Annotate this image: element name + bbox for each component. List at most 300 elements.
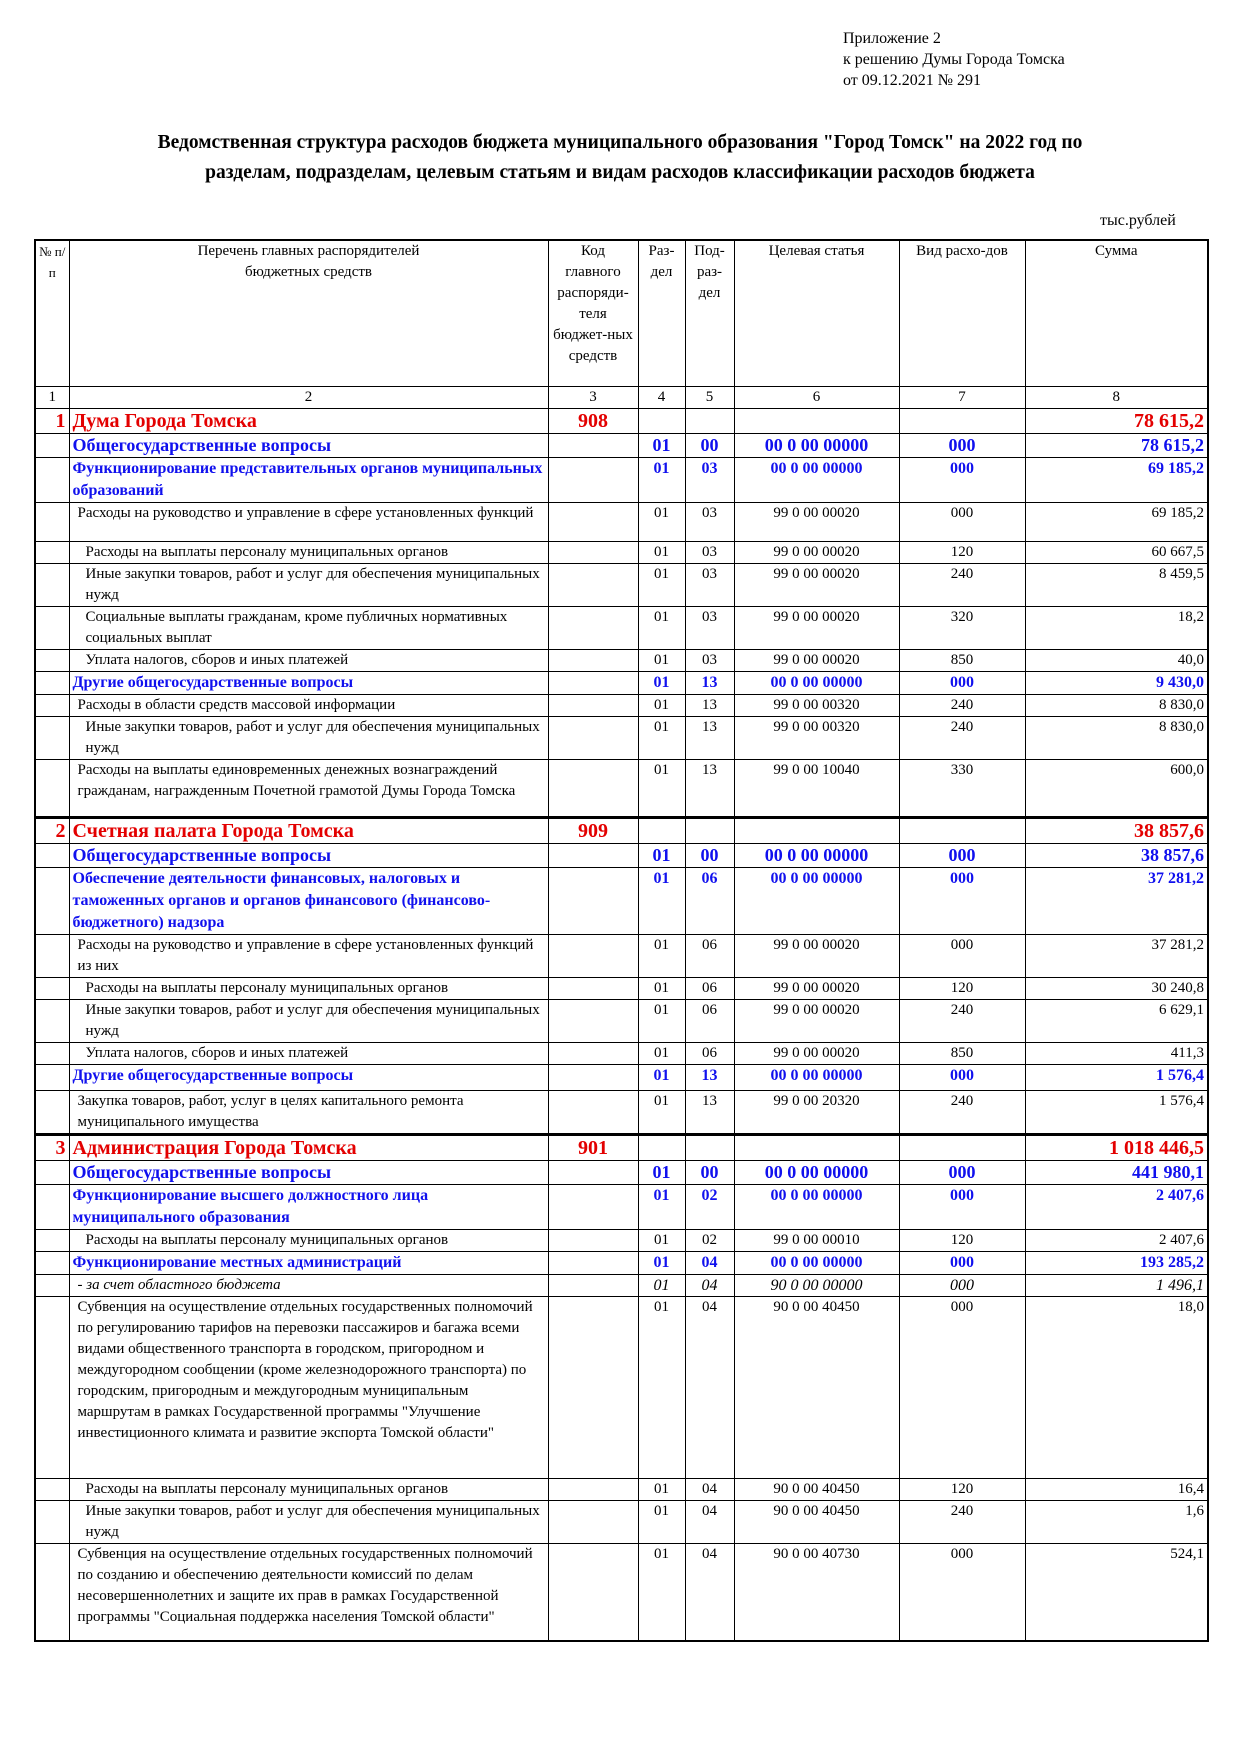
row-podrazdel: 06	[685, 868, 734, 935]
row-number	[35, 503, 69, 542]
row-name: Функционирование высшего должностного лица муниципального образования	[69, 1185, 548, 1230]
expense-subitem-row	[35, 1043, 1208, 1065]
row-razdel: 01	[638, 607, 685, 650]
row-amount: 9 430,0	[1025, 672, 1208, 695]
row-target-article: 99 0 00 00020	[734, 935, 899, 978]
row-amount: 1,6	[1025, 1501, 1208, 1544]
row-name: Уплата налогов, сборов и иных платежей	[69, 1043, 548, 1065]
row-expense-type: 240	[899, 717, 1025, 760]
row-amount: 6 629,1	[1025, 1000, 1208, 1043]
row-target-article: 99 0 00 00020	[734, 1000, 899, 1043]
expense-item-row	[35, 935, 1208, 978]
row-number	[35, 458, 69, 503]
row-target-article: 00 0 00 00000	[734, 1185, 899, 1230]
row-podrazdel: 02	[685, 1185, 734, 1230]
expense-subitem-row	[35, 607, 1208, 650]
row-expense-type: 850	[899, 650, 1025, 672]
row-target-article: 00 0 00 00000	[734, 434, 899, 458]
row-expense-type: 000	[899, 1544, 1025, 1641]
row-target-article: 90 0 00 40450	[734, 1297, 899, 1479]
row-administrator-code	[548, 1091, 638, 1135]
row-administrator-code	[548, 1185, 638, 1230]
row-podrazdel: 02	[685, 1230, 734, 1252]
row-target-article: 00 0 00 00000	[734, 1161, 899, 1185]
row-razdel: 01	[638, 868, 685, 935]
row-administrator-code	[548, 542, 638, 564]
row-amount: 1 576,4	[1025, 1091, 1208, 1135]
expense-item-row	[35, 503, 1208, 542]
row-target-article: 00 0 00 00000	[734, 844, 899, 868]
row-podrazdel: 13	[685, 760, 734, 818]
document-title-line-1: Ведомственная структура расходов бюджета муниципального образования "Город Томск" на 2022 год по	[157, 132, 1083, 153]
expense-subitem-row	[35, 978, 1208, 1000]
budget-table-body	[35, 240, 1208, 1641]
row-razdel	[638, 409, 685, 434]
row-number	[35, 1000, 69, 1043]
row-podrazdel: 03	[685, 458, 734, 503]
section-row	[35, 434, 1208, 458]
row-amount: 40,0	[1025, 650, 1208, 672]
row-podrazdel: 13	[685, 695, 734, 717]
row-administrator-code	[548, 844, 638, 868]
department-row	[35, 818, 1208, 844]
row-name: Расходы на руководство и управление в сфере установленных функций из них	[69, 935, 548, 978]
row-expense-type: 120	[899, 542, 1025, 564]
expense-item-row	[35, 1297, 1208, 1479]
row-amount: 18,0	[1025, 1297, 1208, 1479]
column-number: 4	[638, 387, 685, 409]
row-amount: 524,1	[1025, 1544, 1208, 1641]
row-name: Иные закупки товаров, работ и услуг для обеспечения муниципальных нужд	[69, 1000, 548, 1043]
expense-subitem-row	[35, 1000, 1208, 1043]
row-target-article: 00 0 00 00000	[734, 672, 899, 695]
row-administrator-code	[548, 1479, 638, 1501]
row-number	[35, 434, 69, 458]
row-podrazdel: 04	[685, 1275, 734, 1297]
row-number	[35, 607, 69, 650]
row-target-article: 90 0 00 40450	[734, 1479, 899, 1501]
row-name: Другие общегосударственные вопросы	[69, 1065, 548, 1091]
expense-item-row	[35, 1544, 1208, 1641]
row-number	[35, 672, 69, 695]
row-razdel: 01	[638, 717, 685, 760]
department-row	[35, 409, 1208, 434]
row-administrator-code	[548, 1275, 638, 1297]
row-razdel	[638, 1135, 685, 1161]
row-podrazdel: 13	[685, 1065, 734, 1091]
expense-item-row	[35, 1091, 1208, 1135]
row-podrazdel: 13	[685, 717, 734, 760]
subsection-row	[35, 868, 1208, 935]
row-name: Расходы на выплаты персоналу муниципальных органов	[69, 1230, 548, 1252]
row-podrazdel: 03	[685, 542, 734, 564]
row-target-article: 99 0 00 00020	[734, 1043, 899, 1065]
row-number	[35, 1161, 69, 1185]
row-amount: 8 830,0	[1025, 695, 1208, 717]
row-number	[35, 1501, 69, 1544]
row-podrazdel: 03	[685, 607, 734, 650]
row-target-article: 00 0 00 00000	[734, 458, 899, 503]
row-razdel: 01	[638, 1161, 685, 1185]
row-administrator-code	[548, 564, 638, 607]
row-expense-type	[899, 409, 1025, 434]
appendix-line-2: к решению Думы Города Томска	[843, 51, 1065, 68]
table-header-row	[35, 240, 1208, 387]
column-number: 7	[899, 387, 1025, 409]
row-amount: 2 407,6	[1025, 1185, 1208, 1230]
subsection-row	[35, 1185, 1208, 1230]
row-podrazdel: 04	[685, 1544, 734, 1641]
row-number	[35, 542, 69, 564]
row-number	[35, 564, 69, 607]
row-razdel: 01	[638, 1501, 685, 1544]
row-administrator-code	[548, 1252, 638, 1275]
row-razdel: 01	[638, 1230, 685, 1252]
row-amount: 38 857,6	[1025, 818, 1208, 844]
row-target-article	[734, 409, 899, 434]
row-razdel: 01	[638, 434, 685, 458]
row-number	[35, 1479, 69, 1501]
row-number	[35, 1185, 69, 1230]
row-target-article: 99 0 00 00020	[734, 503, 899, 542]
row-administrator-code	[548, 672, 638, 695]
row-podrazdel: 06	[685, 935, 734, 978]
row-target-article	[734, 818, 899, 844]
row-administrator-code	[548, 1065, 638, 1091]
row-administrator-code	[548, 1297, 638, 1479]
column-number: 3	[548, 387, 638, 409]
header-code: Код главного распоряди-теля бюджет-ных средств	[548, 240, 638, 387]
expense-subitem-row	[35, 542, 1208, 564]
row-expense-type: 120	[899, 978, 1025, 1000]
column-number: 6	[734, 387, 899, 409]
row-razdel: 01	[638, 1091, 685, 1135]
row-expense-type: 000	[899, 1275, 1025, 1297]
row-expense-type: 240	[899, 695, 1025, 717]
budget-table	[34, 239, 1209, 1642]
row-expense-type: 000	[899, 1252, 1025, 1275]
row-expense-type: 240	[899, 1091, 1025, 1135]
row-expense-type: 240	[899, 1000, 1025, 1043]
subsection-row	[35, 1252, 1208, 1275]
department-row	[35, 1135, 1208, 1161]
row-number	[35, 1230, 69, 1252]
row-administrator-code: 901	[548, 1135, 638, 1161]
row-administrator-code	[548, 503, 638, 542]
row-razdel	[638, 818, 685, 844]
header-expense-type: Вид расхо-дов	[899, 240, 1025, 387]
row-expense-type: 000	[899, 434, 1025, 458]
row-podrazdel: 00	[685, 434, 734, 458]
row-amount: 411,3	[1025, 1043, 1208, 1065]
row-razdel: 01	[638, 760, 685, 818]
row-name: Социальные выплаты гражданам, кроме публичных нормативных социальных выплат	[69, 607, 548, 650]
row-target-article: 99 0 00 00020	[734, 564, 899, 607]
row-target-article: 00 0 00 00000	[734, 1252, 899, 1275]
header-no: № п/п	[35, 240, 69, 387]
row-administrator-code	[548, 1544, 638, 1641]
expense-subitem-row	[35, 650, 1208, 672]
row-amount: 16,4	[1025, 1479, 1208, 1501]
row-target-article: 90 0 00 00000	[734, 1275, 899, 1297]
document-title-line-2: разделам, подразделам, целевым статьям и видам расходов классификации расходов бюджета	[205, 162, 1035, 183]
row-administrator-code	[548, 935, 638, 978]
row-expense-type: 000	[899, 1185, 1025, 1230]
row-expense-type: 120	[899, 1230, 1025, 1252]
row-administrator-code	[548, 868, 638, 935]
row-name: Администрация Города Томска	[69, 1135, 548, 1161]
row-name: Другие общегосударственные вопросы	[69, 672, 548, 695]
row-amount: 69 185,2	[1025, 458, 1208, 503]
row-expense-type: 000	[899, 672, 1025, 695]
row-administrator-code	[548, 695, 638, 717]
row-administrator-code	[548, 760, 638, 818]
row-target-article: 99 0 00 00320	[734, 717, 899, 760]
row-administrator-code	[548, 434, 638, 458]
row-razdel: 01	[638, 1275, 685, 1297]
row-number	[35, 760, 69, 818]
row-name: Функционирование представительных органов муниципальных образований	[69, 458, 548, 503]
row-administrator-code	[548, 717, 638, 760]
row-name: Уплата налогов, сборов и иных платежей	[69, 650, 548, 672]
row-target-article: 99 0 00 20320	[734, 1091, 899, 1135]
header-name	[69, 240, 548, 387]
header-amount: Сумма	[1025, 240, 1208, 387]
row-number: 1	[35, 409, 69, 434]
row-administrator-code	[548, 1000, 638, 1043]
header-name-line-1: Перечень главных распорядителей	[197, 243, 420, 259]
row-expense-type: 000	[899, 1161, 1025, 1185]
row-amount: 18,2	[1025, 607, 1208, 650]
row-administrator-code	[548, 1161, 638, 1185]
column-number: 1	[35, 387, 69, 409]
row-razdel: 01	[638, 1544, 685, 1641]
row-amount: 69 185,2	[1025, 503, 1208, 542]
column-number: 2	[69, 387, 548, 409]
row-name: Расходы на руководство и управление в сфере установленных функций	[69, 503, 548, 542]
row-name: Расходы на выплаты персоналу муниципальных органов	[69, 1479, 548, 1501]
row-razdel: 01	[638, 458, 685, 503]
expense-subitem-row	[35, 1479, 1208, 1501]
row-name: Иные закупки товаров, работ и услуг для обеспечения муниципальных нужд	[69, 1501, 548, 1544]
row-administrator-code	[548, 978, 638, 1000]
row-podrazdel: 03	[685, 650, 734, 672]
column-number: 5	[685, 387, 734, 409]
row-podrazdel: 00	[685, 1161, 734, 1185]
row-name: Обеспечение деятельности финансовых, налоговых и таможенных органов и органов финансового (финансово-бюджетного) надзора	[69, 868, 548, 935]
row-expense-type: 320	[899, 607, 1025, 650]
row-razdel: 01	[638, 695, 685, 717]
expense-subitem-row	[35, 1501, 1208, 1544]
header-razdel: Раз-дел	[638, 240, 685, 387]
row-administrator-code: 908	[548, 409, 638, 434]
row-amount: 441 980,1	[1025, 1161, 1208, 1185]
row-target-article: 00 0 00 00000	[734, 868, 899, 935]
row-target-article: 90 0 00 40730	[734, 1544, 899, 1641]
row-name: Расходы в области средств массовой информации	[69, 695, 548, 717]
row-name: Закупка товаров, работ, услуг в целях капитального ремонта муниципального имущества	[69, 1091, 548, 1135]
row-podrazdel: 13	[685, 1091, 734, 1135]
expense-subitem-row	[35, 1230, 1208, 1252]
row-expense-type: 850	[899, 1043, 1025, 1065]
row-name: Расходы на выплаты персоналу муниципальных органов	[69, 542, 548, 564]
row-amount: 8 830,0	[1025, 717, 1208, 760]
row-number	[35, 1544, 69, 1641]
row-target-article: 99 0 00 00020	[734, 650, 899, 672]
section-row	[35, 1161, 1208, 1185]
expense-subitem-row	[35, 564, 1208, 607]
row-number	[35, 868, 69, 935]
expense-subitem-row	[35, 717, 1208, 760]
row-expense-type: 000	[899, 503, 1025, 542]
row-amount: 1 496,1	[1025, 1275, 1208, 1297]
row-razdel: 01	[638, 1479, 685, 1501]
row-number	[35, 717, 69, 760]
row-amount: 78 615,2	[1025, 434, 1208, 458]
row-expense-type: 000	[899, 1297, 1025, 1479]
row-name: Иные закупки товаров, работ и услуг для обеспечения муниципальных нужд	[69, 717, 548, 760]
subsection-row	[35, 458, 1208, 503]
row-amount: 37 281,2	[1025, 868, 1208, 935]
row-razdel: 01	[638, 844, 685, 868]
section-row	[35, 844, 1208, 868]
row-target-article: 90 0 00 40450	[734, 1501, 899, 1544]
row-target-article: 99 0 00 00020	[734, 542, 899, 564]
row-number	[35, 978, 69, 1000]
row-podrazdel	[685, 1135, 734, 1161]
row-razdel: 01	[638, 650, 685, 672]
row-podrazdel: 06	[685, 1000, 734, 1043]
row-expense-type: 240	[899, 1501, 1025, 1544]
row-number	[35, 695, 69, 717]
row-number	[35, 844, 69, 868]
row-name: Общегосударственные вопросы	[69, 844, 548, 868]
row-number	[35, 1091, 69, 1135]
subsection-row	[35, 672, 1208, 695]
appendix-block	[843, 28, 1065, 91]
row-name: - за счет областного бюджета	[69, 1275, 548, 1297]
row-podrazdel: 13	[685, 672, 734, 695]
header-name-line-2: бюджетных средств	[245, 264, 372, 280]
appendix-line-1: Приложение 2	[843, 30, 941, 47]
row-amount: 8 459,5	[1025, 564, 1208, 607]
row-number	[35, 1297, 69, 1479]
row-name: Субвенция на осуществление отдельных государственных полномочий по регулированию тарифов на перевозки пассажиров и багажа всеми видами общественного транспорта в городском, пригородном и междугородном сообщении (кроме железнодорожного транспорта) по городским, пригородным и междугородным муниципальным маршрутам в рамках Государственной программы "Улучшение инвестиционного климата и развитие экспорта Томской области"	[69, 1297, 548, 1479]
row-razdel: 01	[638, 978, 685, 1000]
row-expense-type	[899, 1135, 1025, 1161]
row-amount: 193 285,2	[1025, 1252, 1208, 1275]
row-administrator-code	[548, 1501, 638, 1544]
row-podrazdel: 00	[685, 844, 734, 868]
row-podrazdel: 04	[685, 1501, 734, 1544]
row-podrazdel: 04	[685, 1479, 734, 1501]
row-podrazdel	[685, 409, 734, 434]
column-number: 8	[1025, 387, 1208, 409]
row-target-article: 00 0 00 00000	[734, 1065, 899, 1091]
row-amount: 60 667,5	[1025, 542, 1208, 564]
table-column-numbers-row	[35, 387, 1208, 409]
row-razdel: 01	[638, 1185, 685, 1230]
row-target-article: 99 0 00 00020	[734, 607, 899, 650]
row-number	[35, 1252, 69, 1275]
row-razdel: 01	[638, 672, 685, 695]
row-expense-type: 000	[899, 935, 1025, 978]
row-amount: 38 857,6	[1025, 844, 1208, 868]
row-target-article: 99 0 00 10040	[734, 760, 899, 818]
row-name: Дума Города Томска	[69, 409, 548, 434]
row-target-article: 99 0 00 00320	[734, 695, 899, 717]
row-razdel: 01	[638, 1043, 685, 1065]
row-target-article: 99 0 00 00010	[734, 1230, 899, 1252]
row-amount: 2 407,6	[1025, 1230, 1208, 1252]
row-razdel: 01	[638, 1000, 685, 1043]
row-razdel: 01	[638, 935, 685, 978]
row-name: Субвенция на осуществление отдельных государственных полномочий по созданию и обеспечению деятельности комиссий по делам несовершеннолетних и защите их прав в рамках Государственной программы "Социальная поддержка населения Томской области"	[69, 1544, 548, 1641]
row-podrazdel: 06	[685, 1043, 734, 1065]
row-name: Общегосударственные вопросы	[69, 1161, 548, 1185]
row-podrazdel: 03	[685, 564, 734, 607]
document-title	[40, 128, 1200, 188]
row-amount: 30 240,8	[1025, 978, 1208, 1000]
row-amount: 1 018 446,5	[1025, 1135, 1208, 1161]
row-name: Расходы на выплаты единовременных денежных вознаграждений гражданам, награжденным Почетной грамотой Думы Города Томска	[69, 760, 548, 818]
row-amount: 78 615,2	[1025, 409, 1208, 434]
row-podrazdel: 04	[685, 1252, 734, 1275]
row-expense-type: 120	[899, 1479, 1025, 1501]
row-number	[35, 935, 69, 978]
row-amount: 600,0	[1025, 760, 1208, 818]
regional-budget-row	[35, 1275, 1208, 1297]
row-razdel: 01	[638, 1297, 685, 1479]
row-administrator-code	[548, 1043, 638, 1065]
row-number: 3	[35, 1135, 69, 1161]
row-expense-type: 000	[899, 868, 1025, 935]
row-expense-type: 000	[899, 844, 1025, 868]
row-name: Общегосударственные вопросы	[69, 434, 548, 458]
row-number	[35, 1043, 69, 1065]
row-administrator-code: 909	[548, 818, 638, 844]
row-target-article	[734, 1135, 899, 1161]
subsection-row	[35, 1065, 1208, 1091]
row-name: Функционирование местных администраций	[69, 1252, 548, 1275]
row-expense-type: 000	[899, 1065, 1025, 1091]
row-administrator-code	[548, 607, 638, 650]
row-expense-type: 240	[899, 564, 1025, 607]
row-name: Счетная палата Города Томска	[69, 818, 548, 844]
row-expense-type: 330	[899, 760, 1025, 818]
row-expense-type: 000	[899, 458, 1025, 503]
row-name: Иные закупки товаров, работ и услуг для обеспечения муниципальных нужд	[69, 564, 548, 607]
row-administrator-code	[548, 1230, 638, 1252]
row-number	[35, 1275, 69, 1297]
row-number: 2	[35, 818, 69, 844]
row-razdel: 01	[638, 503, 685, 542]
header-target-article: Целевая статья	[734, 240, 899, 387]
units-label: тыс.рублей	[1100, 212, 1176, 229]
row-podrazdel: 04	[685, 1297, 734, 1479]
row-razdel: 01	[638, 1252, 685, 1275]
header-podrazdel: Под-раз-дел	[685, 240, 734, 387]
row-administrator-code	[548, 458, 638, 503]
row-expense-type	[899, 818, 1025, 844]
row-podrazdel: 03	[685, 503, 734, 542]
row-razdel: 01	[638, 564, 685, 607]
row-razdel: 01	[638, 542, 685, 564]
row-name: Расходы на выплаты персоналу муниципальных органов	[69, 978, 548, 1000]
row-administrator-code	[548, 650, 638, 672]
expense-item-row	[35, 760, 1208, 818]
row-target-article: 99 0 00 00020	[734, 978, 899, 1000]
